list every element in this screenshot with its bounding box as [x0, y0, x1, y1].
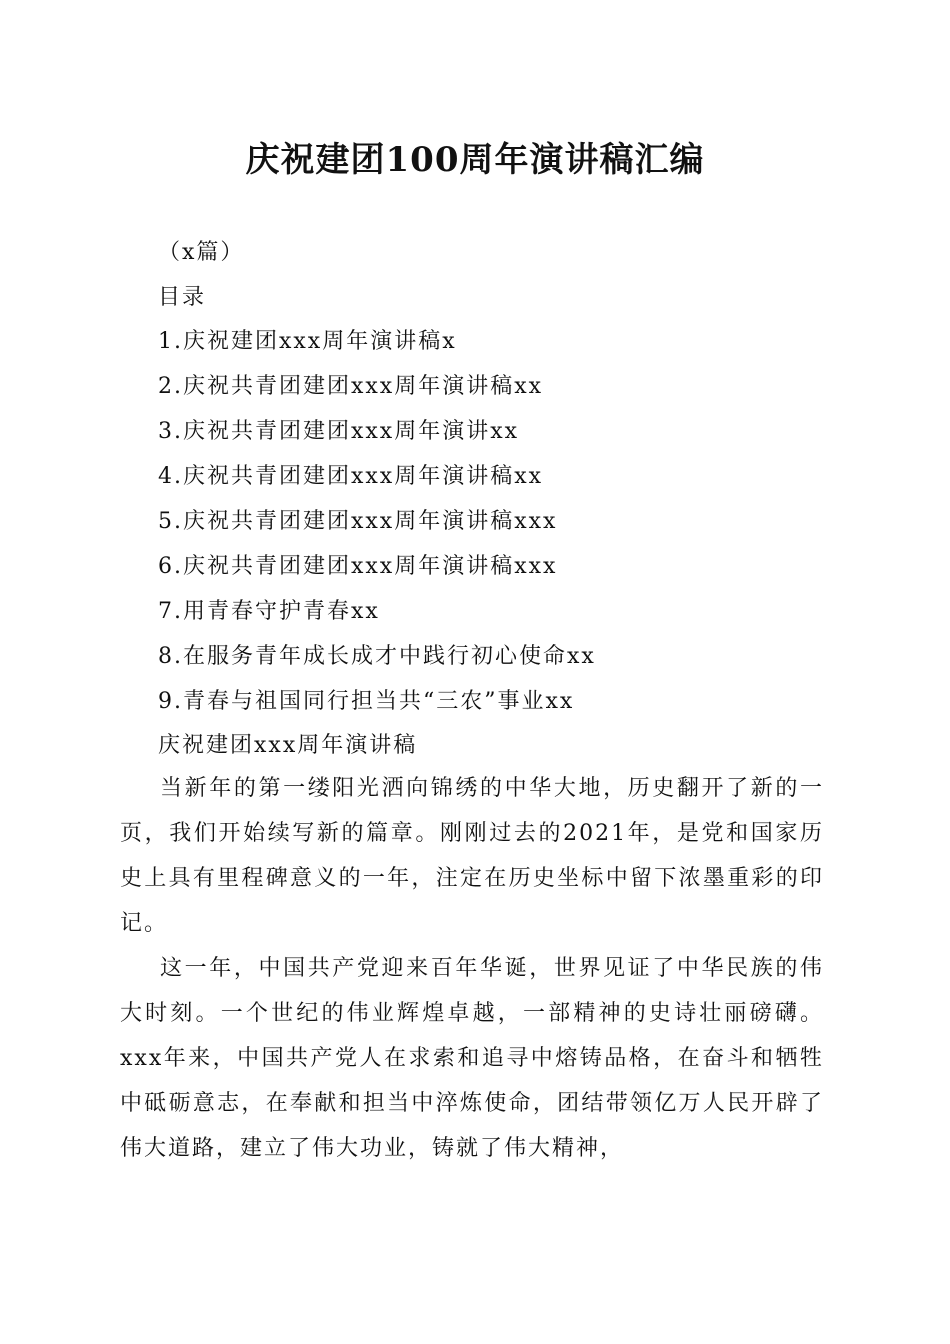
- toc-item: 9.青春与祖国同行担当共“三农”事业xx: [158, 689, 575, 714]
- toc-item: 1.庆祝建团xxx周年演讲稿x: [158, 329, 457, 354]
- toc-item: 8.在服务青年成长成才中践行初心使命xx: [158, 644, 596, 669]
- table-of-contents: [158, 327, 596, 732]
- toc-item: 4.庆祝共青团建团xxx周年演讲稿xx: [158, 464, 544, 489]
- toc-item: 5.庆祝共青团建团xxx周年演讲稿xxx: [158, 509, 558, 534]
- document-subtitle: （x篇）: [158, 240, 245, 265]
- toc-item: 3.庆祝共青团建团xxx周年演讲xx: [158, 419, 520, 444]
- toc-item: 6.庆祝共青团建团xxx周年演讲稿xxx: [158, 554, 558, 579]
- toc-item: 2.庆祝共青团建团xxx周年演讲稿xx: [158, 374, 544, 399]
- document-title: 庆祝建团100周年演讲稿汇编: [245, 140, 705, 180]
- body-paragraph: 这一年，中国共产党迎来百年华诞，世界见证了中华民族的伟大时刻。一个世纪的伟业辉煌卓越，一部精神的史诗壮丽磅礴。xxx年来，中国共产党人在求索和追寻中熔铸品格，在奋斗和牺牲中砥砺意志，在奉献和担当中淬炼使命，团结带领亿万人民开辟了伟大道路，建立了伟大功业，铸就了伟大精神，: [120, 956, 824, 1161]
- toc-item: 7.用青春守护青春xx: [158, 599, 380, 624]
- toc-heading: 目录: [158, 285, 207, 310]
- speech-title: 庆祝建团xxx周年演讲稿: [158, 733, 418, 758]
- body-paragraph: 当新年的第一缕阳光洒向锦绣的中华大地，历史翻开了新的一页，我们开始续写新的篇章。刚刚过去的2021年，是党和国家历史上具有里程碑意义的一年，注定在历史坐标中留下浓墨重彩的印记。: [120, 776, 824, 936]
